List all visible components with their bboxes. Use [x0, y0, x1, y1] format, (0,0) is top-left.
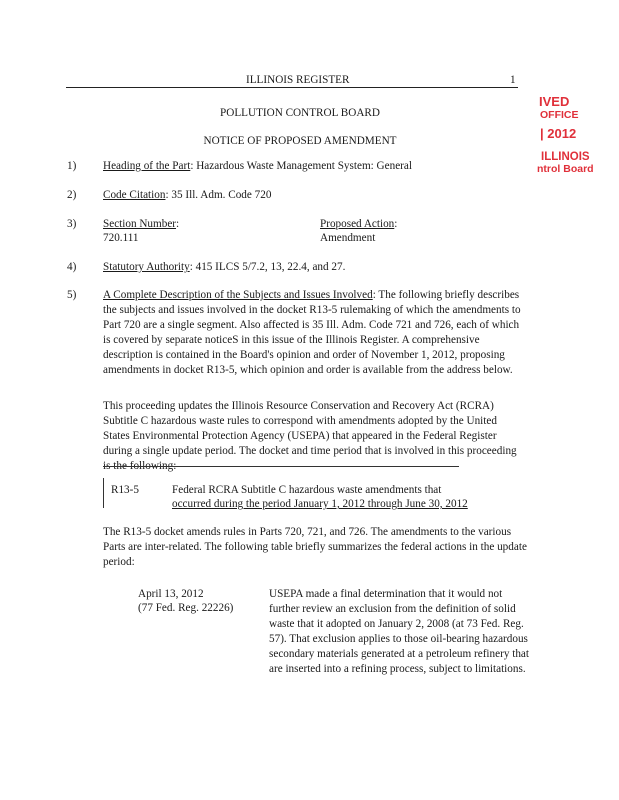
proposed-action	[320, 217, 397, 232]
stamp-received: IVED	[539, 94, 570, 109]
stamp-date: | 2012	[540, 126, 577, 141]
item-5-label: A Complete Description of the Subjects and Issues Involved	[103, 289, 373, 301]
item-5-number: 5)	[67, 289, 77, 301]
item-2	[103, 188, 271, 203]
item-4-label: Statutory Authority	[103, 261, 190, 273]
proceeding-paragraph: This proceeding updates the Illinois Resource Conservation and Recovery Act (RCRA) Subtitle C hazardous waste rules to correspond with amendments adopted by the United States Environmental Protection Agency (USEPA) that appeared in the Federal Register during a single update period. The docket and time period that is involved in this proceeding is the following:	[103, 400, 517, 472]
item-4	[103, 260, 345, 275]
item-1-number: 1)	[67, 160, 77, 172]
item-2-label: Code Citation	[103, 189, 166, 201]
docket-description-line-2: occurred during the period January 1, 2012 through June 30, 2012	[172, 498, 468, 510]
docket-box-left-border	[103, 478, 104, 508]
section-number	[103, 217, 179, 232]
item-2-value: : 35 Ill. Adm. Code 720	[165, 189, 272, 201]
item-3-number: 3)	[67, 218, 77, 230]
stamp-state: ILLINOIS	[541, 151, 590, 163]
amendments-paragraph: The R13-5 docket amends rules in Parts 720, 721, and 726. The amendments to the various Parts are inter-related. The following table briefly summarizes the federal actions in the update period:	[103, 526, 527, 568]
proposed-action-value: Amendment	[320, 232, 376, 244]
item-2-number: 2)	[67, 189, 77, 201]
proposed-action-label: Proposed Action	[320, 218, 395, 230]
stamp-board: ntrol Board	[537, 163, 594, 175]
docket-id: R13-5	[111, 484, 139, 496]
notice-title: NOTICE OF PROPOSED AMENDMENT	[203, 135, 397, 147]
item-4-value: : 415 ILCS 5/7.2, 13, 22.4, and 27.	[189, 261, 346, 273]
register-title: ILLINOIS REGISTER	[246, 74, 350, 86]
section-number-colon: :	[176, 218, 180, 230]
proposed-action-colon: :	[394, 218, 398, 230]
docket-description-line-1: Federal RCRA Subtitle C hazardous waste amendments that	[172, 484, 442, 496]
item-1	[103, 159, 412, 174]
item-1-label: Heading of the Part	[103, 160, 191, 172]
page-number: 1	[510, 74, 516, 86]
action-citation: (77 Fed. Reg. 22226)	[138, 602, 234, 614]
section-number-label: Section Number	[103, 218, 177, 230]
stamp-office: OFFICE	[540, 109, 579, 121]
docket-box-rule	[103, 466, 459, 467]
action-description: USEPA made a final determination that it would not further review an exclusion from the definition of solid waste that it adopted on January 2, 2008 (at 73 Fed. Reg. 57). That exclusion applies to those oil-bearing hazardous secondary materials generated at a petroleum refinery that are inserted into a refining process, subject to limitations.	[269, 588, 529, 675]
item-5	[103, 288, 523, 378]
item-1-value: : Hazardous Waste Management System: General	[190, 160, 412, 172]
board-name: POLLUTION CONTROL BOARD	[220, 107, 380, 119]
section-number-value: 720.111	[103, 232, 139, 244]
item-5-text: : The following briefly describes the subjects and issues involved in the docket R13-5 rulemaking of which the amendments to Part 720 are a single segment. Also affected is 35 Ill. Adm. Code 721 and 726, each of which is covered by separate noticeS in this issue of the Illinois Register. A comprehensive description is contained in the Board's opinion and order of November 1, 2012, proposing amendments in docket R13-5, which opinion and order is available from the address below.	[103, 289, 521, 376]
action-date: April 13, 2012	[138, 588, 204, 600]
item-4-number: 4)	[67, 261, 77, 273]
